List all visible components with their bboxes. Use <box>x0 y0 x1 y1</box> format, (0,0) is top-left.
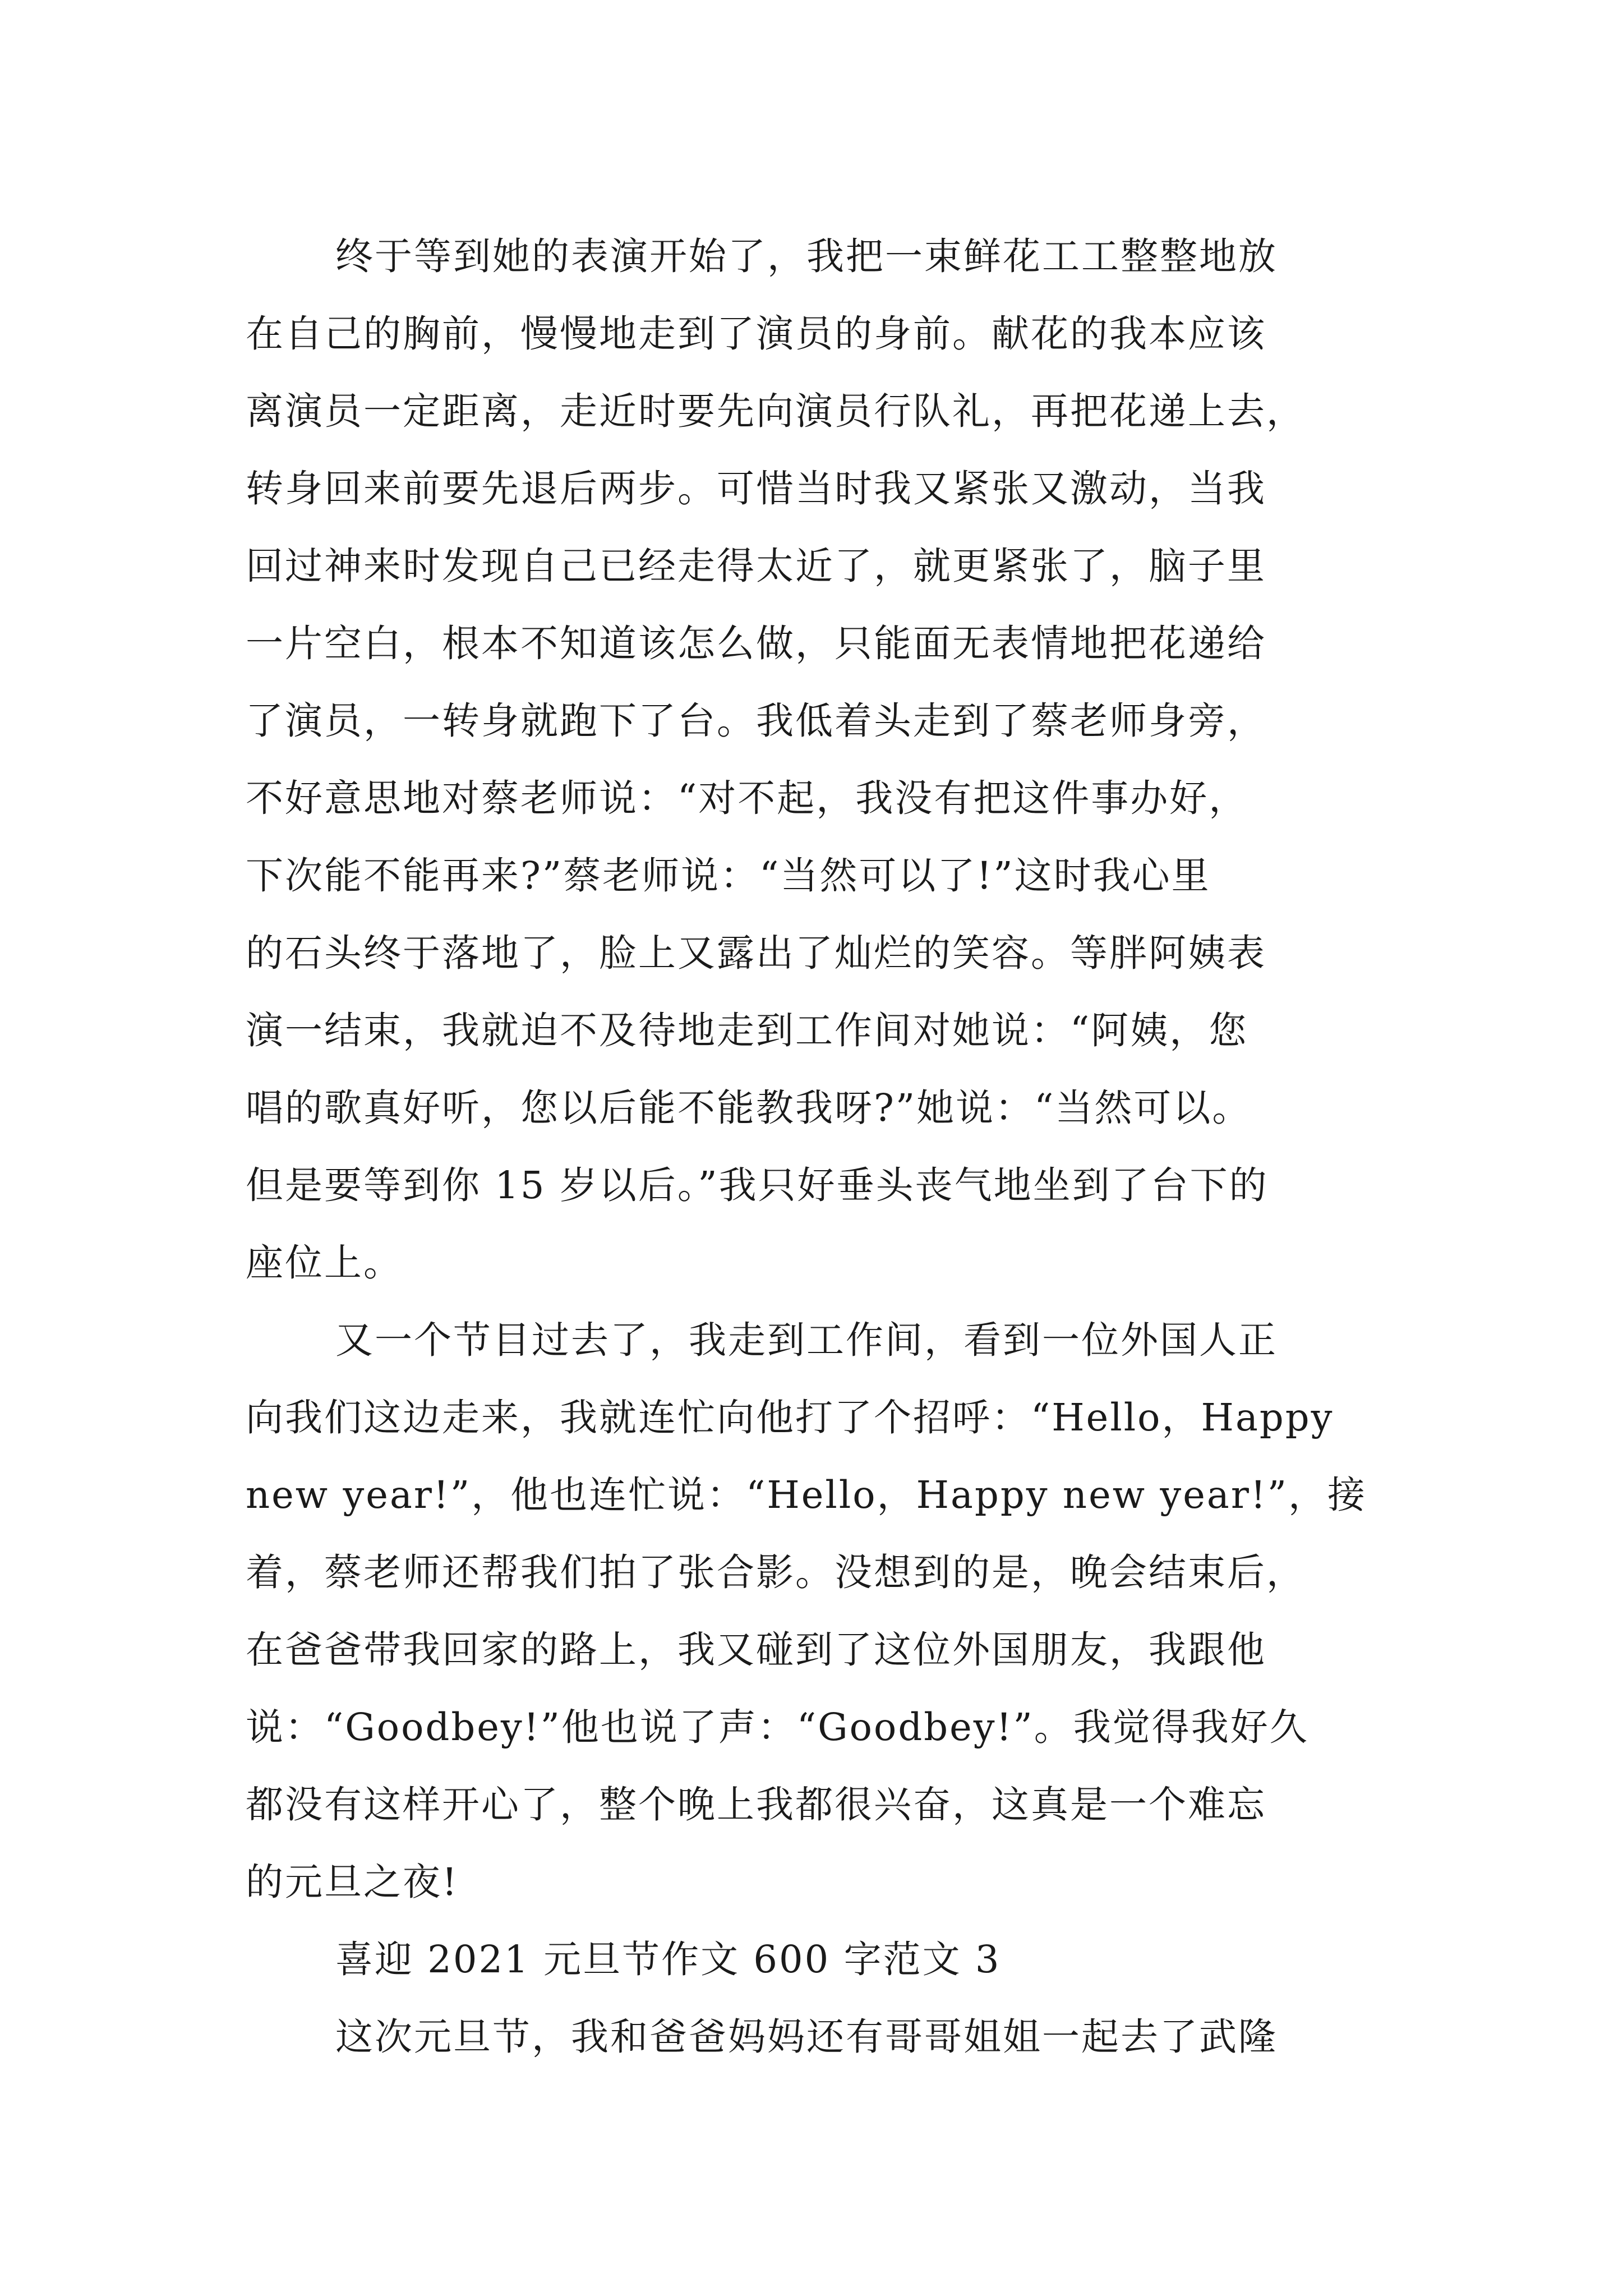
section-heading: 喜迎 2021 元旦节作文 600 字范文 3 <box>335 1938 1001 1981</box>
text-line: 下次能不能再来?”蔡老师说：“当然可以了!”这时我心里 <box>246 854 1211 898</box>
text-line: 着，蔡老师还帮我们拍了张合影。没想到的是，晚会结束后， <box>246 1550 1306 1594</box>
text-line: 但是要等到你 15 岁以后。”我只好垂头丧气地坐到了台下的 <box>246 1163 1269 1207</box>
text-line: 说：“Goodbey!”他也说了声：“Goodbey!”。我觉得我好久 <box>246 1705 1309 1749</box>
text-line: 又一个节目过去了，我走到工作间，看到一位外国人正 <box>335 1318 1278 1362</box>
text-line: new year!”，他也连忙说：“Hello，Happy new year!”，接 <box>246 1473 1367 1517</box>
text-line: 这次元旦节，我和爸爸妈妈还有哥哥姐姐一起去了武隆 <box>335 2015 1278 2059</box>
text-line: 终于等到她的表演开始了，我把一束鲜花工工整整地放 <box>335 234 1278 278</box>
text-line: 的元旦之夜! <box>246 1860 459 1904</box>
paragraph-3 <box>246 1998 1373 2076</box>
text-line: 了演员，一转身就跑下了台。我低着头走到了蔡老师身旁， <box>246 699 1266 743</box>
text-line: 都没有这样开心了，整个晚上我都很兴奋，这真是一个难忘 <box>246 1783 1266 1826</box>
text-line: 回过神来时发现自己已经走得太近了，就更紧张了，脑子里 <box>246 544 1266 588</box>
text-line: 向我们这边走来，我就连忙向他打了个招呼：“Hello，Happy <box>246 1396 1334 1439</box>
text-line: 不好意思地对蔡老师说：“对不起，我没有把这件事办好， <box>246 776 1248 820</box>
paragraph-2 <box>246 1301 1373 1921</box>
text-line: 转身回来前要先退后两步。可惜当时我又紧张又激动，当我 <box>246 467 1266 510</box>
text-line: 座位上。 <box>246 1241 403 1285</box>
text-line: 一片空白，根本不知道该怎么做，只能面无表情地把花递给 <box>246 622 1266 665</box>
text-line: 在爸爸带我回家的路上，我又碰到了这位外国朋友，我跟他 <box>246 1628 1266 1672</box>
text-line: 唱的歌真好听，您以后能不能教我呀?”她说：“当然可以。 <box>246 1086 1252 1130</box>
paragraph-1 <box>246 218 1373 1301</box>
text-line: 的石头终于落地了，脸上又露出了灿烂的笑容。等胖阿姨表 <box>246 931 1266 975</box>
text-line: 演一结束，我就迫不及待地走到工作间对她说：“阿姨，您 <box>246 1009 1248 1052</box>
text-line: 离演员一定距离，走近时要先向演员行队礼，再把花递上去， <box>246 389 1306 433</box>
text-line: 在自己的胸前，慢慢地走到了演员的身前。献花的我本应该 <box>246 312 1266 356</box>
document-body <box>246 218 1373 2076</box>
